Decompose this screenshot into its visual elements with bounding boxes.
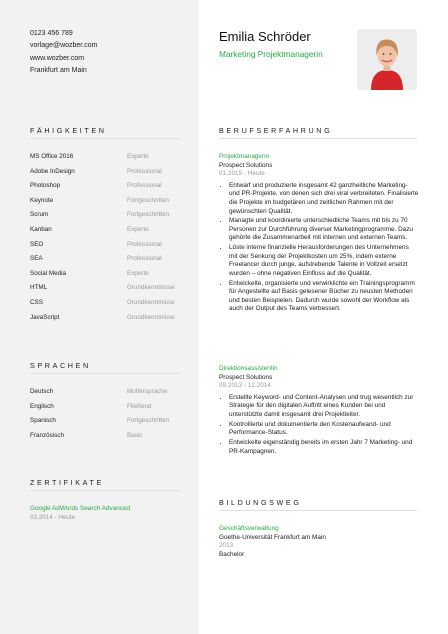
skill-row (30, 168, 190, 183)
language-level: Fließend (127, 402, 152, 410)
job-bullet: • Kontrollierte und dokumentierte den Kostenaufwand- und Performance-Status. (229, 421, 419, 438)
contact-website[interactable]: www.wozber.com (30, 54, 85, 62)
skills-list (30, 153, 190, 328)
certificate-date: 03.2014 - Heute (30, 514, 76, 521)
education-degree: Bachelor (219, 550, 245, 558)
language-name: Englisch (30, 402, 54, 410)
job-bullets (219, 394, 419, 456)
skill-row (30, 197, 190, 212)
skill-name: SEO (30, 240, 44, 248)
job-bullet: • Entwickelte eigenständig bereits im ersten Jahr 7 Marketing- und PR-Kampagnen. (229, 439, 419, 456)
skill-level: Professional (127, 167, 162, 175)
job-company: Prospect Solutions (219, 161, 273, 169)
education-divider (219, 510, 417, 511)
language-level: Muttersprache (127, 388, 168, 395)
job-bullet: • Löste interne finanzielle Herausforderungen des Unternehmens mit der Senkung der Projektkosten um 25%, indem externe Freelancer durch junge, aufstrebende Talente in Vollzeit ersetzt wurden – ohne negativen Einfluss auf die Qualität. (229, 244, 419, 278)
contact-location: Frankfurt am Main (30, 67, 87, 75)
education-year: 2013 (219, 542, 234, 550)
language-level: Basic (127, 431, 143, 439)
skill-name: HTML (30, 284, 48, 292)
job-bullet: • Entwarf und produzierte insgesamt 42 ganzheitliche Marketing- und PR-Projekte, von denen sich drei viral verbreiteten. Finalisierte die Projekte im budgetären und zeitlichen Rahmen mit der gewünschten Qualität. (229, 182, 419, 216)
skill-level: Grundkenntnisse (127, 284, 175, 292)
job-dates: 09.2013 - 12.2014 (219, 382, 271, 390)
skill-name: Adobe InDesign (30, 167, 75, 175)
skill-row (30, 226, 190, 241)
certificate-title: Google AdWords Search Advanced (30, 505, 131, 512)
skill-row (30, 182, 190, 197)
skill-row (30, 284, 190, 299)
experience-divider (219, 138, 417, 139)
skill-level: Grundkenntnisse (127, 313, 175, 321)
languages-heading: SPRACHEN (30, 361, 91, 370)
skill-level: Professional (127, 255, 162, 263)
skill-level: Professional (127, 182, 162, 190)
languages-divider (30, 373, 180, 374)
skill-row (30, 241, 190, 256)
skill-level: Experte (127, 225, 149, 233)
skill-level: Fortgeschritten (127, 196, 169, 204)
skill-level: Experte (127, 153, 149, 160)
skill-row (30, 299, 190, 314)
skill-row (30, 270, 190, 285)
language-row (30, 388, 190, 403)
skill-level: Grundkenntnisse (127, 298, 175, 306)
language-row (30, 432, 190, 447)
skill-row (30, 255, 190, 270)
skill-row (30, 211, 190, 226)
education-title: Geschäftsverwaltung (219, 525, 279, 532)
candidate-name: Emilia Schröder (219, 29, 311, 44)
skill-name: SEA (30, 255, 43, 263)
skill-name: Keynote (30, 196, 54, 204)
education-heading: BILDUNGSWEG (219, 498, 302, 507)
language-row (30, 403, 190, 418)
job-dates: 01.2015 - Heute (219, 170, 265, 178)
skill-name: Social Media (30, 269, 67, 277)
job-bullet: • Erstellte Keyword- und Content-Analysen und trug wesentlich zur Strategie für den digitalen Auftritt eines Kunden bei und unterstützte damit insgesamt drei Projektleiter. (229, 394, 419, 420)
skill-name: Photoshop (30, 182, 61, 190)
languages-list (30, 388, 190, 446)
skill-name: MS Office 2016 (30, 153, 74, 160)
contact-phone: 0123 456 789 (30, 30, 73, 37)
skill-row (30, 153, 190, 168)
certificates-divider (30, 490, 180, 491)
language-name: Deutsch (30, 388, 54, 395)
skills-divider (30, 138, 180, 139)
skill-row (30, 314, 190, 329)
skill-level: Professional (127, 240, 162, 248)
skill-name: Kanban (30, 225, 52, 233)
skill-name: Scrum (30, 211, 49, 219)
skills-heading: FÄHIGKEITEN (30, 126, 107, 135)
skill-name: JavaScript (30, 313, 60, 321)
job-title: Projektmanagerin (219, 153, 270, 160)
skill-name: CSS (30, 298, 43, 306)
language-level: Fortgeschritten (127, 417, 169, 425)
contact-email[interactable]: vorlage@wozber.com (30, 42, 98, 50)
job-bullet: • Entwickelte, organisierte und verwirklichte ein Trainingsprogramm für Angestellte auf Basis gelesener Bücher zu neusten Methoden und besten Beispielen. Dadurch wurde sowohl der Workflow als auch der Output des Teams verbessert. (229, 280, 419, 314)
skill-level: Experte (127, 269, 149, 277)
education-school: Goethe-Universität Frankfurt am Main (219, 533, 326, 541)
language-name: Spanisch (30, 417, 56, 425)
education-entry (219, 525, 326, 559)
experience-heading: BERUFSERFAHRUNG (219, 126, 333, 135)
language-row (30, 417, 190, 432)
profile-photo (357, 29, 417, 90)
job-title: Direktionsassistentin (219, 365, 278, 372)
job-company: Prospect Solutions (219, 373, 273, 381)
certificates-heading: ZERTIFIKATE (30, 478, 104, 487)
job-entry (219, 153, 419, 315)
job-entry (219, 365, 419, 457)
language-name: Französisch (30, 431, 64, 439)
job-bullet: • Managte und koordinierte unterschiedliche Teams mit bis zu 70 Personen zur Durchführung diverser Marketingprogramme. Dazu gehörte die Zusammenarbeit mit internen und externen Teams. (229, 217, 419, 243)
candidate-title: Marketing Projektmanagerin (219, 49, 323, 59)
profile-photo-portrait (357, 29, 417, 90)
skill-level: Fortgeschritten (127, 211, 169, 219)
job-bullets (219, 182, 419, 314)
contact-block (30, 28, 97, 78)
